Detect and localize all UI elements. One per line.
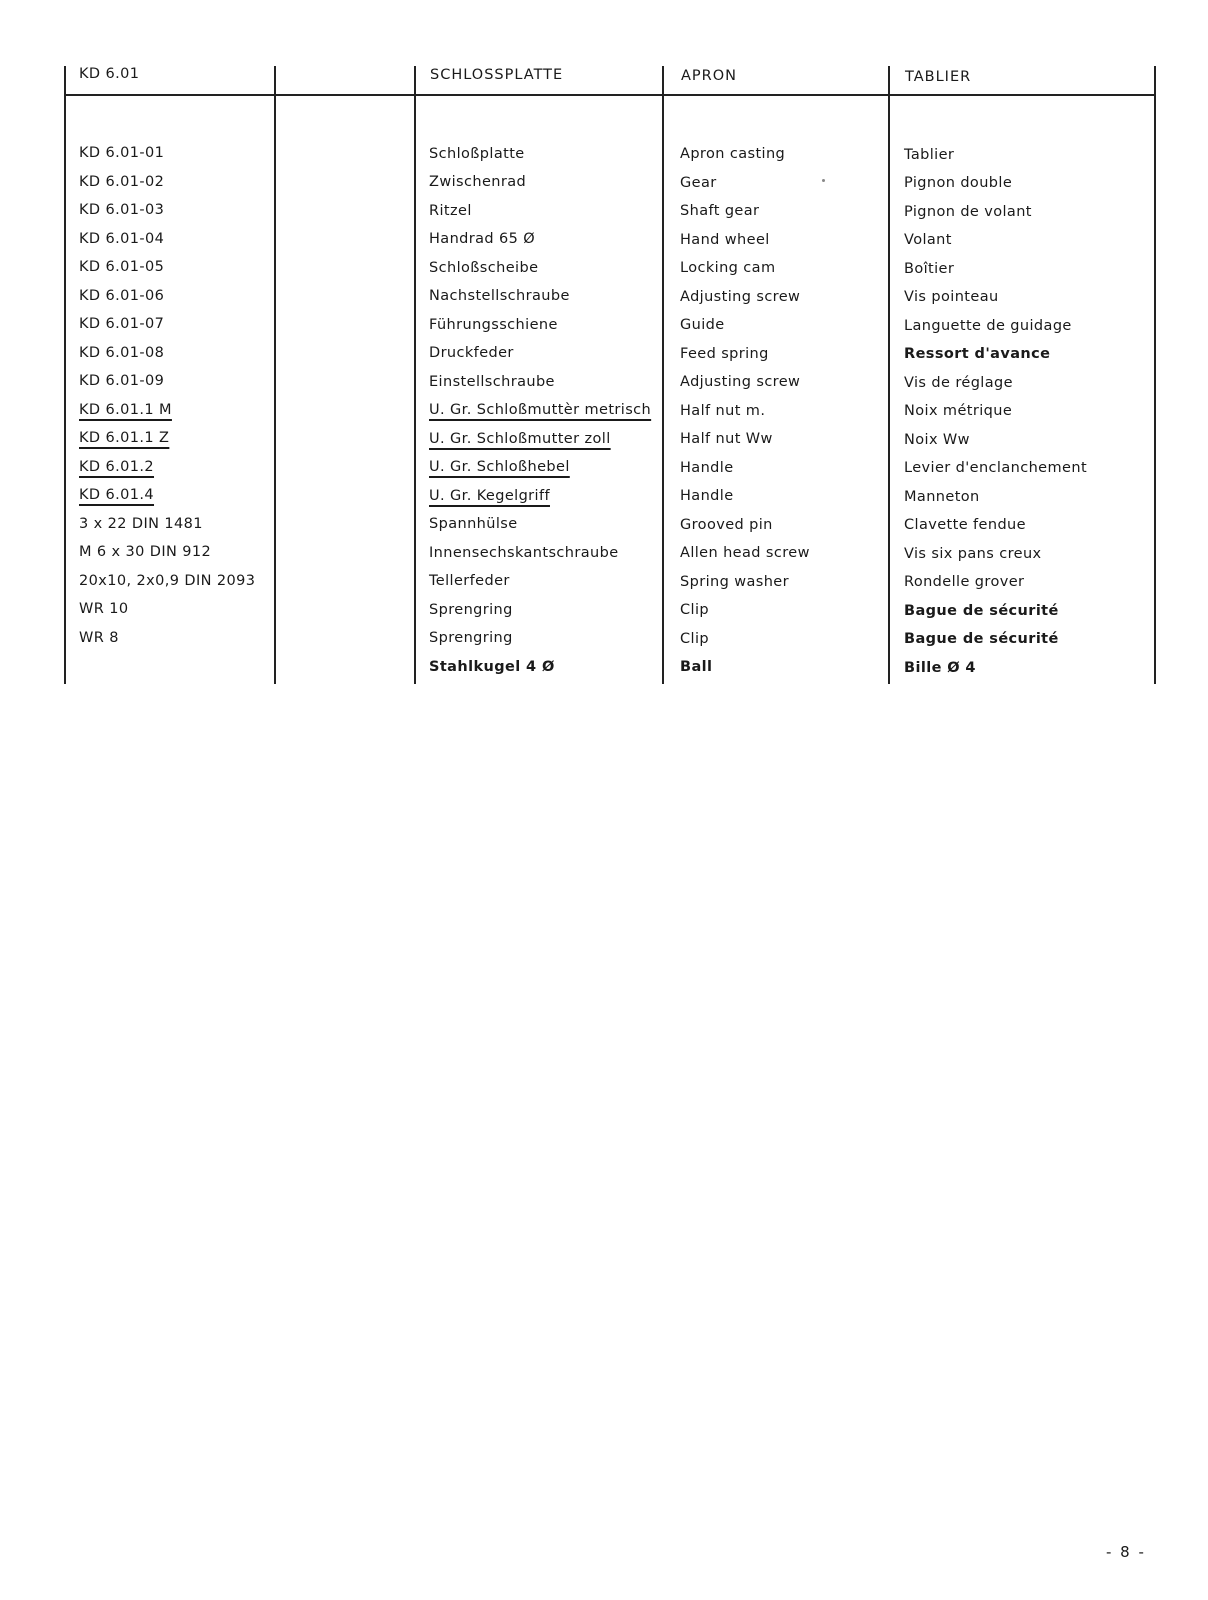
english-description: Adjusting screw — [680, 374, 801, 391]
french-description: Clavette fendue — [904, 517, 1026, 534]
german-description: Tellerfeder — [429, 573, 510, 590]
english-description: Grooved pin — [680, 516, 773, 533]
german-description: Zwischenrad — [429, 174, 527, 191]
page-number: - 8 - — [1106, 1543, 1146, 1561]
french-description: Noix métrique — [904, 403, 1013, 420]
print-speck — [822, 179, 825, 182]
french-description: Bague de sécurité — [904, 631, 1059, 648]
french-description: Tablier — [904, 146, 955, 163]
french-description: Ressort d'avance — [904, 346, 1051, 363]
french-description: Levier d'enclanchement — [904, 460, 1088, 477]
english-description: Clip — [680, 602, 709, 619]
english-description: Half nut Ww — [680, 431, 773, 448]
french-description: Noix Ww — [904, 431, 970, 448]
french-description: Bague de sécurité — [904, 602, 1059, 619]
english-description: Guide — [680, 317, 725, 334]
english-description: Hand wheel — [680, 231, 770, 248]
english-description: Half nut m. — [680, 402, 766, 419]
german-description: Innensechskantschraube — [429, 544, 619, 561]
german-description: Einstellschraube — [429, 373, 555, 390]
part-number: KD 6.01.1 Z — [79, 430, 170, 446]
english-description: Gear — [680, 174, 717, 191]
part-number: KD 6.01.4 — [79, 487, 155, 503]
french-description: Vis de réglage — [904, 374, 1013, 391]
header-code: KD 6.01 — [79, 66, 140, 82]
english-description: Apron casting — [680, 146, 786, 163]
part-number: KD 6.01-06 — [79, 287, 165, 304]
part-number: WR 8 — [79, 629, 119, 646]
table-border-right — [1154, 66, 1156, 684]
german-description: U. Gr. Schloßmutter zoll — [429, 430, 611, 447]
english-description: Adjusting screw — [680, 288, 801, 305]
french-description: Rondelle grover — [904, 574, 1025, 591]
header-english: APRON — [681, 68, 737, 84]
part-number: 20x10, 2x0,9 DIN 2093 — [79, 572, 256, 589]
french-description: Manneton — [904, 488, 980, 505]
english-description: Locking cam — [680, 260, 776, 277]
french-description: Languette de guidage — [904, 317, 1072, 334]
column-divider-2 — [414, 66, 416, 684]
english-description: Feed spring — [680, 345, 769, 362]
part-number: 3 x 22 DIN 1481 — [79, 515, 203, 532]
german-description: U. Gr. Schloßmuttèr metrisch — [429, 402, 652, 419]
german-description: Schloßplatte — [429, 145, 525, 162]
part-number: KD 6.01-05 — [79, 259, 165, 275]
english-description: Handle — [680, 488, 734, 505]
french-description: Vis six pans creux — [904, 545, 1042, 562]
column-divider-4 — [888, 66, 890, 684]
header-rule — [64, 94, 1156, 96]
english-description: Shaft gear — [680, 203, 760, 220]
part-number: KD 6.01-09 — [79, 373, 165, 389]
table-border-left — [64, 66, 66, 684]
german-description: Sprengring — [429, 630, 513, 647]
german-description: Schloßscheibe — [429, 259, 539, 276]
part-number: KD 6.01.2 — [79, 458, 155, 475]
english-description: Handle — [680, 459, 734, 476]
header-german: SCHLOSSPLATTE — [430, 67, 564, 83]
german-description: Führungsschiene — [429, 316, 558, 333]
german-description: Nachstellschraube — [429, 288, 570, 305]
part-number: KD 6.01-03 — [79, 202, 165, 218]
part-number: M 6 x 30 DIN 912 — [79, 544, 212, 560]
english-description: Allen head screw — [680, 545, 810, 562]
french-description: Pignon de volant — [904, 203, 1032, 220]
french-description: Volant — [904, 232, 952, 249]
french-description: Vis pointeau — [904, 289, 999, 306]
english-description: Spring washer — [680, 573, 789, 590]
column-divider-3 — [662, 66, 664, 684]
german-description: Druckfeder — [429, 345, 514, 362]
german-description: Spannhülse — [429, 516, 518, 533]
french-description: Pignon double — [904, 175, 1013, 192]
column-divider-1 — [274, 66, 276, 684]
french-description: Bille Ø 4 — [904, 659, 976, 676]
german-description: Handrad 65 Ø — [429, 231, 536, 248]
german-description: U. Gr. Kegelgriff — [429, 487, 550, 504]
german-description: Ritzel — [429, 202, 472, 219]
french-description: Boîtier — [904, 260, 955, 277]
german-description: U. Gr. Schloßhebel — [429, 459, 570, 476]
part-number: KD 6.01-01 — [79, 145, 165, 161]
header-french: TABLIER — [905, 69, 972, 85]
part-number: KD 6.01-08 — [79, 344, 165, 361]
part-number: WR 10 — [79, 601, 129, 617]
german-description: Sprengring — [429, 601, 513, 618]
part-number: KD 6.01-02 — [79, 173, 165, 190]
part-number: KD 6.01.1 M — [79, 401, 172, 418]
part-number: KD 6.01-07 — [79, 316, 165, 332]
english-description: Clip — [680, 630, 709, 647]
german-description: Stahlkugel 4 Ø — [429, 658, 555, 675]
part-number: KD 6.01-04 — [79, 230, 165, 247]
english-description: Ball — [680, 659, 713, 676]
